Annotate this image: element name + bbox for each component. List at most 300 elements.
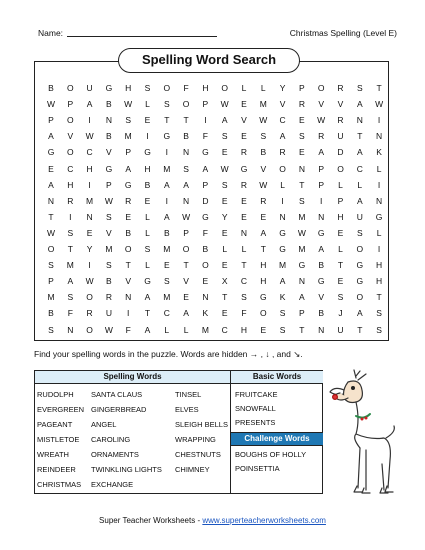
grid-letter[interactable]: R [337, 115, 344, 126]
grid-letter[interactable]: U [337, 324, 344, 335]
grid-letter[interactable]: B [48, 308, 54, 319]
grid-letter[interactable]: L [241, 244, 247, 254]
grid-letter[interactable]: N [356, 115, 363, 126]
grid-letter[interactable]: T [144, 308, 151, 319]
grid-letter[interactable]: R [125, 195, 132, 206]
grid-letter[interactable]: H [240, 324, 248, 335]
grid-letter[interactable]: B [202, 244, 209, 254]
grid-letter[interactable]: W [124, 99, 133, 110]
grid-letter[interactable]: S [163, 276, 170, 287]
grid-letter[interactable]: W [104, 324, 113, 335]
grid-letter[interactable]: I [127, 308, 130, 319]
worksheet-title: Christmas Spelling (Level E) [289, 28, 397, 38]
grid-letter[interactable]: L [145, 260, 150, 271]
grid-letter[interactable]: I [88, 115, 91, 126]
grid-letter[interactable]: L [260, 83, 266, 93]
puzzle-title: Spelling Word Search [118, 48, 300, 73]
grid-letter[interactable]: B [48, 83, 54, 93]
grid-letter[interactable]: G [279, 227, 286, 238]
grid-letter[interactable]: P [299, 308, 305, 319]
grid-letter[interactable]: M [259, 99, 267, 110]
grid-letter[interactable]: G [356, 276, 364, 287]
grid-letter[interactable]: E [241, 131, 247, 142]
grid-letter[interactable]: F [183, 83, 189, 93]
grid-letter[interactable]: P [318, 179, 325, 190]
grid-letter[interactable]: A [67, 276, 74, 287]
grid-letter[interactable]: T [337, 260, 344, 271]
grid-letter[interactable]: E [337, 276, 344, 287]
grid-letter[interactable]: T [299, 324, 305, 335]
grid-letter[interactable]: L [376, 227, 382, 238]
grid-letter[interactable]: N [376, 195, 383, 206]
grid-letter[interactable]: L [164, 324, 170, 335]
grid-letter[interactable]: S [67, 227, 74, 238]
grid-letter[interactable]: O [182, 244, 190, 254]
grid-letter[interactable]: F [202, 131, 208, 142]
grid-letter[interactable]: N [279, 211, 286, 222]
grid-letter[interactable]: E [221, 308, 228, 319]
grid-letter[interactable]: L [338, 179, 343, 190]
grid-letter[interactable]: E [202, 276, 209, 287]
grid-letter[interactable]: T [241, 260, 247, 271]
grid-letter[interactable]: G [375, 211, 383, 222]
grid-letter[interactable]: A [356, 308, 363, 319]
grid-letter[interactable]: A [86, 99, 93, 110]
grid-letter[interactable]: H [260, 276, 267, 287]
grid-letter[interactable]: A [279, 276, 286, 287]
name-field [38, 28, 217, 38]
grid-letter[interactable]: N [125, 292, 132, 303]
name-label: Name: [38, 28, 64, 38]
grid-letter[interactable]: L [145, 211, 150, 222]
grid-letter[interactable]: G [124, 179, 132, 190]
grid-letter[interactable]: H [67, 179, 74, 190]
grid-letter[interactable]: M [201, 324, 209, 335]
grid-letter[interactable]: U [86, 83, 93, 93]
grid-letter[interactable]: O [66, 147, 74, 158]
grid-letter[interactable]: T [164, 115, 170, 126]
grid-letter[interactable]: L [241, 83, 247, 93]
grid-letter[interactable]: S [356, 227, 363, 238]
grid-letter[interactable]: B [318, 260, 325, 271]
grid-letter[interactable]: C [221, 324, 228, 335]
grid-letter[interactable]: W [104, 195, 113, 206]
grid-letter[interactable]: S [48, 324, 54, 335]
grid-letter[interactable]: B [163, 227, 170, 238]
grid-letter[interactable]: L [280, 179, 285, 190]
grid-letter[interactable]: V [337, 99, 344, 110]
grid-letter[interactable]: B [106, 99, 112, 110]
grid-letter[interactable]: B [144, 179, 151, 190]
grid-letter[interactable]: T [48, 211, 54, 222]
grid-letter[interactable]: E [144, 115, 151, 126]
grid-letter[interactable]: M [124, 131, 132, 142]
grid-letter[interactable]: R [240, 147, 248, 158]
grid-letter[interactable]: O [317, 83, 325, 93]
grid-letter[interactable]: U [105, 308, 112, 319]
grid-letter[interactable]: S [279, 324, 286, 335]
grid-letter[interactable]: M [105, 244, 113, 254]
grid-letter[interactable]: P [202, 179, 209, 190]
grid-letter[interactable]: A [163, 179, 170, 190]
grid-letter[interactable]: S [221, 179, 228, 190]
grid-letter[interactable]: S [376, 308, 382, 319]
grid-letter[interactable]: C [279, 115, 286, 126]
grid-letter[interactable]: L [183, 324, 189, 335]
grid-letter[interactable]: Y [279, 83, 286, 93]
grid-letter[interactable]: M [86, 195, 94, 206]
grid-letter[interactable]: O [279, 163, 286, 174]
grid-letter[interactable]: E [221, 147, 228, 158]
grid-letter[interactable]: K [202, 308, 209, 319]
grid-letter[interactable]: I [146, 131, 149, 142]
grid-letter[interactable]: C [86, 147, 93, 158]
grid-letter[interactable]: O [221, 83, 228, 93]
grid-letter[interactable]: V [279, 99, 286, 110]
grid-letter[interactable]: F [241, 308, 247, 319]
grid-letter[interactable]: A [202, 163, 209, 174]
grid-letter[interactable]: I [69, 211, 72, 222]
grid-letter[interactable]: A [318, 147, 325, 158]
grid-letter[interactable]: V [318, 292, 325, 303]
grid-letter[interactable]: L [145, 99, 150, 110]
grid-letter[interactable]: N [240, 227, 248, 238]
grid-letter[interactable]: B [106, 131, 112, 142]
grid-letter[interactable]: T [376, 83, 382, 93]
grid-letter[interactable]: R [105, 292, 112, 303]
grid-letter[interactable]: I [88, 260, 91, 271]
grid-letter[interactable]: T [357, 324, 363, 335]
grid-letter[interactable]: S [48, 260, 54, 271]
grid-letter[interactable]: I [281, 195, 284, 206]
grid-letter[interactable]: W [220, 163, 229, 174]
grid-letter[interactable]: E [241, 195, 247, 206]
grid-letter[interactable]: N [105, 115, 112, 126]
grid-letter[interactable]: W [317, 115, 326, 126]
grid-letter[interactable]: P [337, 195, 344, 206]
grid-letter[interactable]: V [260, 163, 267, 174]
grid-letter[interactable]: S [376, 324, 382, 335]
grid-letter[interactable]: O [86, 324, 93, 335]
grid-letter[interactable]: G [259, 292, 267, 303]
grid-letter[interactable]: O [337, 163, 344, 174]
grid-letter[interactable]: M [163, 163, 171, 174]
grid-letter[interactable]: A [48, 131, 54, 142]
grid-letter[interactable]: O [66, 83, 74, 93]
grid-letter[interactable]: C [356, 163, 363, 174]
grid-letter[interactable]: L [222, 244, 228, 254]
grid-letter[interactable]: S [106, 211, 112, 222]
word-item: PRESENTS [235, 418, 276, 427]
grid-letter[interactable]: H [337, 211, 344, 222]
grid-letter[interactable]: I [165, 147, 168, 158]
grid-letter[interactable]: E [241, 211, 247, 222]
grid-letter[interactable]: I [320, 195, 323, 206]
grid-letter[interactable]: M [163, 292, 171, 303]
grid-letter[interactable]: A [279, 131, 286, 142]
grid-letter[interactable]: N [318, 211, 325, 222]
grid-letter[interactable]: B [318, 308, 325, 319]
grid-letter[interactable]: Y [221, 211, 228, 222]
grid-letter[interactable]: S [299, 131, 305, 142]
grid-letter[interactable]: R [298, 99, 305, 110]
grid-letter[interactable]: I [377, 244, 381, 254]
grid-letter[interactable]: A [125, 163, 132, 174]
grid-letter[interactable]: V [183, 276, 189, 287]
grid-letter[interactable]: N [183, 147, 190, 158]
grid-letter[interactable]: C [67, 163, 74, 174]
grid-letter[interactable]: I [88, 179, 91, 190]
grid-letter[interactable]: M [279, 260, 287, 271]
grid-letter[interactable]: H [144, 163, 151, 174]
word-item: TINSEL [175, 390, 202, 399]
word-item: CHESTNUTS [175, 450, 221, 459]
grid-letter[interactable]: W [375, 99, 384, 110]
grid-letter[interactable]: M [66, 260, 74, 271]
grid-letter[interactable]: E [221, 195, 228, 206]
grid-letter[interactable]: X [221, 276, 228, 287]
grid-letter[interactable]: P [48, 276, 54, 287]
grid-letter[interactable]: G [47, 147, 55, 158]
grid-letter[interactable]: F [67, 308, 73, 319]
grid-letter[interactable]: N [67, 324, 74, 335]
grid-letter[interactable]: C [240, 276, 248, 287]
grid-letter[interactable]: I [204, 115, 207, 126]
grid-letter[interactable]: R [67, 195, 74, 206]
grid-letter[interactable]: S [221, 131, 228, 142]
grid-letter[interactable]: O [47, 244, 55, 254]
grid-letter[interactable]: H [125, 83, 132, 93]
grid-letter[interactable]: Y [86, 244, 93, 254]
grid-letter[interactable]: T [222, 292, 228, 303]
grid-letter[interactable]: J [338, 308, 343, 319]
grid-letter[interactable]: T [67, 244, 73, 254]
grid-letter[interactable]: G [202, 147, 209, 158]
grid-letter[interactable]: E [241, 99, 247, 110]
grid-letter[interactable]: G [202, 211, 209, 222]
grid-letter[interactable]: O [356, 244, 364, 254]
grid-letter[interactable]: R [260, 195, 267, 206]
grid-letter[interactable]: V [106, 147, 112, 158]
grid-letter[interactable]: W [220, 99, 229, 110]
grid-letter[interactable]: R [240, 179, 248, 190]
grid-letter[interactable]: G [356, 260, 364, 271]
grid-letter[interactable]: S [260, 131, 267, 142]
grid-letter[interactable]: G [105, 163, 113, 174]
grid-letter[interactable]: E [48, 163, 54, 174]
grid-letter[interactable]: O [66, 115, 74, 126]
grid-letter[interactable]: U [356, 211, 363, 222]
grid-letter[interactable]: B [183, 131, 189, 142]
grid-letter[interactable]: H [260, 260, 267, 271]
grid-letter[interactable]: O [356, 292, 364, 303]
grid-letter[interactable]: H [86, 163, 93, 174]
grid-letter[interactable]: A [144, 292, 151, 303]
footer-separator: - [195, 516, 203, 525]
grid-letter[interactable]: T [299, 179, 305, 190]
grid-letter[interactable]: A [260, 227, 267, 238]
grid-letter[interactable]: F [202, 227, 208, 238]
grid-letter[interactable]: G [298, 260, 306, 271]
grid-letter[interactable]: O [202, 260, 209, 271]
grid-letter[interactable]: L [357, 179, 363, 190]
grid-letter[interactable]: E [125, 211, 132, 222]
grid-letter[interactable]: M [298, 244, 306, 254]
footer-site-name: Super Teacher Worksheets [99, 516, 196, 525]
grid-letter[interactable]: R [318, 131, 325, 142]
grid-letter[interactable]: M [47, 292, 55, 303]
grid-letter[interactable]: P [183, 227, 189, 238]
grid-letter[interactable]: W [297, 227, 306, 238]
grid-letter[interactable]: A [221, 115, 228, 126]
grid-letter[interactable]: E [260, 211, 267, 222]
grid-letter[interactable]: P [106, 179, 112, 190]
grid-letter[interactable]: O [163, 83, 171, 93]
grid-letter[interactable]: D [202, 195, 209, 206]
grid-letter[interactable]: B [106, 276, 112, 287]
grid-letter[interactable]: W [46, 227, 56, 238]
grid-letter[interactable]: P [125, 147, 132, 158]
grid-letter[interactable]: R [337, 83, 344, 93]
grid-letter[interactable]: A [356, 147, 363, 158]
grid-letter[interactable]: N [183, 195, 190, 206]
grid-letter[interactable]: U [337, 131, 344, 142]
grid-letter[interactable]: T [183, 260, 189, 271]
name-blank-line[interactable] [67, 36, 217, 37]
grid-letter[interactable]: A [183, 179, 189, 190]
grid-letter[interactable]: G [317, 276, 325, 287]
grid-letter[interactable]: I [377, 115, 381, 126]
grid-letter[interactable]: V [125, 276, 132, 287]
grid-letter[interactable]: K [279, 292, 286, 303]
grid-letter[interactable]: W [259, 115, 268, 126]
grid-letter[interactable]: V [318, 99, 325, 110]
grid-letter[interactable]: L [145, 227, 150, 238]
grid-letter[interactable]: R [279, 147, 286, 158]
grid-letter[interactable]: I [165, 195, 168, 206]
grid-letter[interactable]: M [163, 244, 171, 254]
grid-letter[interactable]: S [144, 83, 151, 93]
grid-letter[interactable]: F [125, 324, 131, 335]
grid-letter[interactable]: H [202, 83, 209, 93]
grid-letter[interactable]: W [85, 276, 94, 287]
grid-letter[interactable]: W [46, 99, 56, 110]
grid-letter[interactable]: E [144, 195, 151, 206]
grid-letter[interactable]: P [67, 99, 74, 110]
grid-letter[interactable]: W [182, 211, 191, 222]
grid-letter[interactable]: T [357, 131, 363, 142]
grid-letter[interactable]: O [124, 244, 132, 254]
grid-letter[interactable]: B [260, 147, 267, 158]
grid-letter[interactable]: T [260, 244, 266, 254]
grid-letter[interactable]: S [183, 163, 189, 174]
grid-letter[interactable]: A [356, 195, 363, 206]
grid-letter[interactable]: T [376, 292, 382, 303]
grid-letter[interactable]: B [125, 227, 132, 238]
grid-letter[interactable]: S [125, 115, 132, 126]
grid-letter[interactable]: L [376, 163, 382, 174]
grid-letter[interactable]: G [279, 244, 286, 254]
grid-letter[interactable]: A [356, 99, 363, 110]
grid-letter[interactable]: P [299, 83, 305, 93]
grid-letter[interactable]: C [163, 308, 170, 319]
grid-letter[interactable]: I [377, 179, 381, 190]
grid-letter[interactable]: E [299, 147, 305, 158]
grid-letter[interactable]: A [163, 211, 170, 222]
grid-letter[interactable]: S [163, 99, 170, 110]
grid-letter[interactable]: G [240, 163, 248, 174]
grid-letter[interactable]: N [298, 163, 305, 174]
grid-letter[interactable]: M [298, 211, 306, 222]
grid-letter[interactable]: S [299, 195, 305, 206]
grid-letter[interactable]: G [317, 227, 325, 238]
grid-letter[interactable]: W [85, 131, 94, 142]
grid-letter[interactable]: N [202, 292, 209, 303]
grid-letter[interactable]: N [86, 211, 93, 222]
grid-letter[interactable]: G [105, 83, 113, 93]
grid-letter[interactable]: D [337, 147, 344, 158]
grid-letter[interactable]: G [163, 131, 171, 142]
grid-letter[interactable]: V [67, 131, 74, 142]
grid-letter[interactable]: G [144, 147, 151, 158]
grid-letter[interactable]: V [241, 115, 247, 126]
grid-letter[interactable]: S [144, 244, 151, 254]
grid-letter[interactable]: N [376, 131, 383, 142]
grid-letter[interactable]: S [241, 292, 247, 303]
grid-letter[interactable]: S [337, 292, 344, 303]
grid-letter[interactable]: O [182, 99, 190, 110]
grid-letter[interactable]: N [318, 324, 325, 335]
footer-link[interactable]: www.superteacherworksheets.com [202, 516, 326, 525]
grid-letter[interactable]: S [356, 83, 363, 93]
grid-letter[interactable]: T [183, 115, 189, 126]
grid-letter[interactable]: K [376, 147, 382, 158]
grid-letter[interactable]: E [163, 260, 170, 271]
grid-letter[interactable]: A [144, 324, 151, 335]
grid-letter[interactable]: E [260, 324, 267, 335]
grid-letter[interactable]: V [106, 227, 112, 238]
grid-letter[interactable]: L [338, 244, 343, 254]
grid-letter[interactable]: H [376, 276, 383, 287]
grid-letter[interactable]: N [298, 276, 305, 287]
grid-letter[interactable]: P [48, 115, 54, 126]
grid-letter[interactable]: S [106, 260, 112, 271]
grid-letter[interactable]: G [144, 276, 151, 287]
grid-letter[interactable]: E [337, 227, 344, 238]
grid-letter[interactable]: P [318, 163, 325, 174]
grid-letter[interactable]: H [376, 260, 383, 271]
grid-letter[interactable]: N [47, 195, 55, 206]
grid-letter[interactable]: W [259, 179, 268, 190]
grid-letter[interactable]: S [67, 292, 74, 303]
grid-letter[interactable]: O [86, 292, 93, 303]
grid-letter[interactable]: E [221, 227, 228, 238]
grid-letter[interactable]: A [183, 308, 189, 319]
grid-letter[interactable]: E [299, 115, 305, 126]
word-item: POINSETTIA [235, 464, 280, 473]
grid-letter[interactable]: E [86, 227, 93, 238]
grid-letter[interactable]: O [259, 308, 267, 319]
grid-letter[interactable]: E [221, 260, 228, 271]
grid-letter[interactable]: E [183, 292, 189, 303]
grid-letter[interactable]: R [86, 308, 93, 319]
grid-letter[interactable]: A [48, 179, 54, 190]
grid-letter[interactable]: A [299, 292, 305, 303]
grid-letter[interactable]: T [125, 260, 131, 271]
grid-letter[interactable]: S [279, 308, 286, 319]
grid-letter[interactable]: A [318, 244, 325, 254]
grid-letter[interactable]: P [202, 99, 209, 110]
